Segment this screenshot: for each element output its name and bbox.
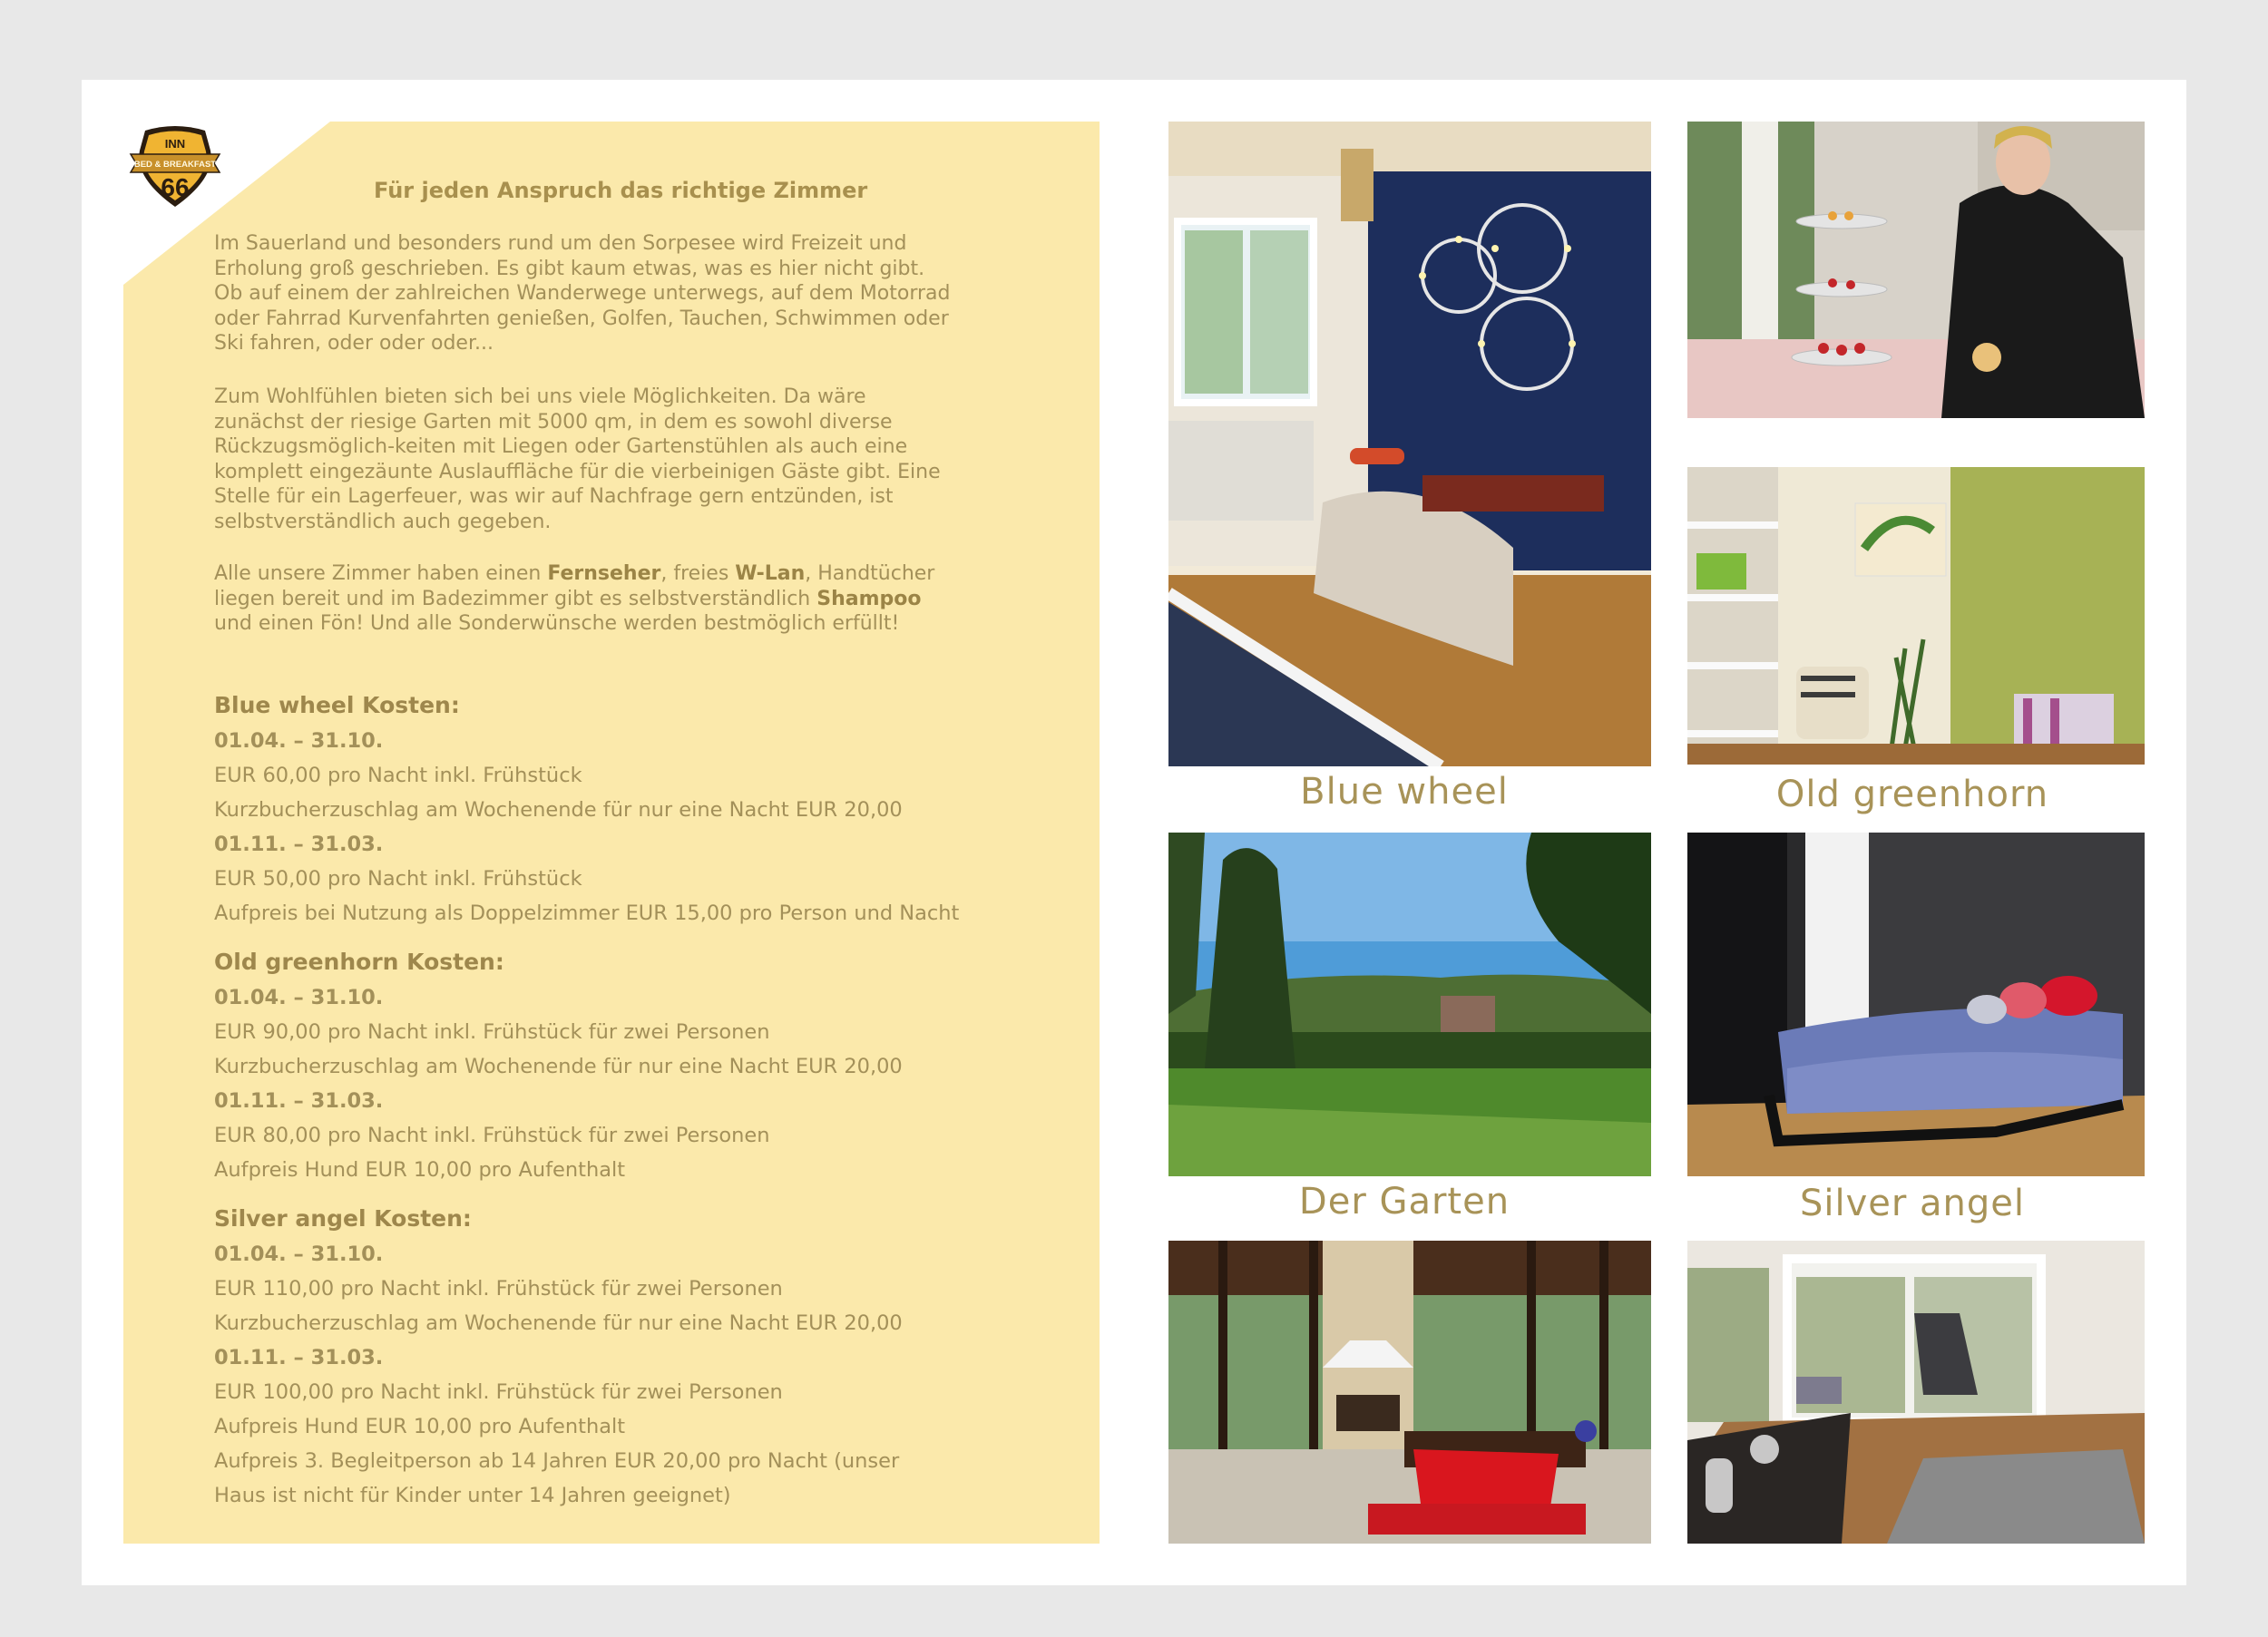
svg-text:INN: INN	[164, 137, 186, 151]
caption-silver-angel: Silver angel	[1799, 1183, 2026, 1224]
svg-text:66: 66	[161, 173, 190, 201]
photo-garden	[1168, 833, 1651, 1176]
feature-tv: Fernseher	[547, 562, 661, 585]
photo-living-room-fireplace	[1168, 1241, 1651, 1544]
price-section-title: Old greenhorn Kosten:	[214, 949, 504, 975]
intro-paragraph-2-line: selbstverständlich auch gegeben.	[214, 510, 552, 533]
feature-wlan: W-Lan	[735, 562, 806, 585]
price-period: 01.04. – 31.10.	[214, 986, 384, 1009]
intro-paragraph-2-line: Rückzugsmöglich-keiten mit Liegen oder Gartenstühlen als auch eine	[214, 435, 908, 458]
page-heading: Für jeden Anspruch das richtige Zimmer	[374, 178, 868, 203]
intro-paragraph-1-line: Ski fahren, oder oder oder...	[214, 332, 494, 355]
price-line: Aufpreis 3. Begleitperson ab 14 Jahren EUR 20,00 pro Nacht (unser	[214, 1449, 900, 1473]
price-line: EUR 50,00 pro Nacht inkl. Frühstück	[214, 867, 582, 891]
price-period: 01.04. – 31.10.	[214, 729, 384, 753]
intro-paragraph-1-line: Im Sauerland und besonders rund um den Sorpesee wird Freizeit und	[214, 232, 907, 255]
photo-silver-angel-room	[1687, 833, 2145, 1176]
price-line: Kurzbucherzuschlag am Wochenende für nur eine Nacht EUR 20,00	[214, 1311, 903, 1335]
intro-paragraph-2-line: zunächst der riesige Garten mit 5000 qm, in dem es sowohl diverse	[214, 410, 893, 434]
photo-blue-wheel-room	[1168, 122, 1651, 766]
price-line: EUR 100,00 pro Nacht inkl. Frühstück für zwei Personen	[214, 1380, 783, 1404]
caption-der-garten: Der Garten	[1298, 1181, 1510, 1223]
price-line: EUR 90,00 pro Nacht inkl. Frühstück für zwei Personen	[214, 1020, 770, 1044]
price-period: 01.11. – 31.03.	[214, 1089, 384, 1113]
photo-lounge-window	[1687, 1241, 2145, 1544]
intro-paragraph-2-line: Stelle für ein Lagerfeuer, was wir auf Nachfrage gern entzünden, ist	[214, 485, 894, 508]
caption-old-greenhorn: Old greenhorn	[1775, 774, 2049, 815]
caption-blue-wheel: Blue wheel	[1300, 771, 1509, 813]
price-line: Kurzbucherzuschlag am Wochenende für nur eine Nacht EUR 20,00	[214, 798, 903, 822]
price-line: Aufpreis bei Nutzung als Doppelzimmer EUR 15,00 pro Person und Nacht	[214, 901, 960, 925]
photo-old-greenhorn-room	[1687, 467, 2145, 765]
price-period: 01.11. – 31.03.	[214, 1346, 384, 1369]
price-line: Aufpreis Hund EUR 10,00 pro Aufenthalt	[214, 1158, 626, 1182]
intro-paragraph-2	[214, 385, 1031, 534]
svg-text:BED & BREAKFAST: BED & BREAKFAST	[133, 160, 217, 170]
price-section-title: Silver angel Kosten:	[214, 1205, 472, 1232]
price-line: Kurzbucherzuschlag am Wochenende für nur eine Nacht EUR 20,00	[214, 1055, 903, 1078]
intro-paragraph-1-line: oder Fahrrad Kurvenfahrten genießen, Golfen, Tauchen, Schwimmen oder	[214, 307, 949, 330]
inn66-logo	[127, 123, 223, 209]
feature-shampoo: Shampoo	[816, 587, 922, 610]
price-period: 01.11. – 31.03.	[214, 833, 384, 856]
price-line: EUR 110,00 pro Nacht inkl. Frühstück für zwei Personen	[214, 1277, 783, 1301]
price-line: EUR 60,00 pro Nacht inkl. Frühstück	[214, 764, 582, 787]
price-list	[214, 687, 1049, 1513]
intro-paragraph-1-line: Erholung groß geschrieben. Es gibt kaum etwas, was es hier nicht gibt.	[214, 257, 925, 280]
intro-paragraph-1	[214, 231, 1031, 356]
price-line: Haus ist nicht für Kinder unter 14 Jahren geeignet)	[214, 1484, 731, 1507]
price-line: EUR 80,00 pro Nacht inkl. Frühstück für zwei Personen	[214, 1124, 770, 1147]
price-line: Aufpreis Hund EUR 10,00 pro Aufenthalt	[214, 1415, 626, 1438]
brochure-page	[82, 80, 2186, 1585]
photo-breakfast-host	[1687, 122, 2145, 418]
price-section-title: Blue wheel Kosten:	[214, 692, 460, 718]
intro-paragraph-1-line: Ob auf einem der zahlreichen Wanderwege unterwegs, auf dem Motorrad	[214, 282, 951, 305]
intro-paragraph-2-line: Zum Wohlfühlen bieten sich bei uns viele Möglichkeiten. Da wäre	[214, 385, 866, 408]
intro-paragraph-3: Alle unsere Zimmer haben einen Fernseher, freies W-Lan, Handtücher liegen bereit und im Badezimmer gibt es selbstverständlich Shampoo und einen Fön! Und alle Sonderwünsche werden bestmöglich erfüllt!	[214, 562, 935, 635]
intro-paragraph-2-line: komplett eingezäunte Auslauffläche für die vierbeinigen Gäste gibt. Eine	[214, 460, 941, 483]
price-period: 01.04. – 31.10.	[214, 1242, 384, 1266]
